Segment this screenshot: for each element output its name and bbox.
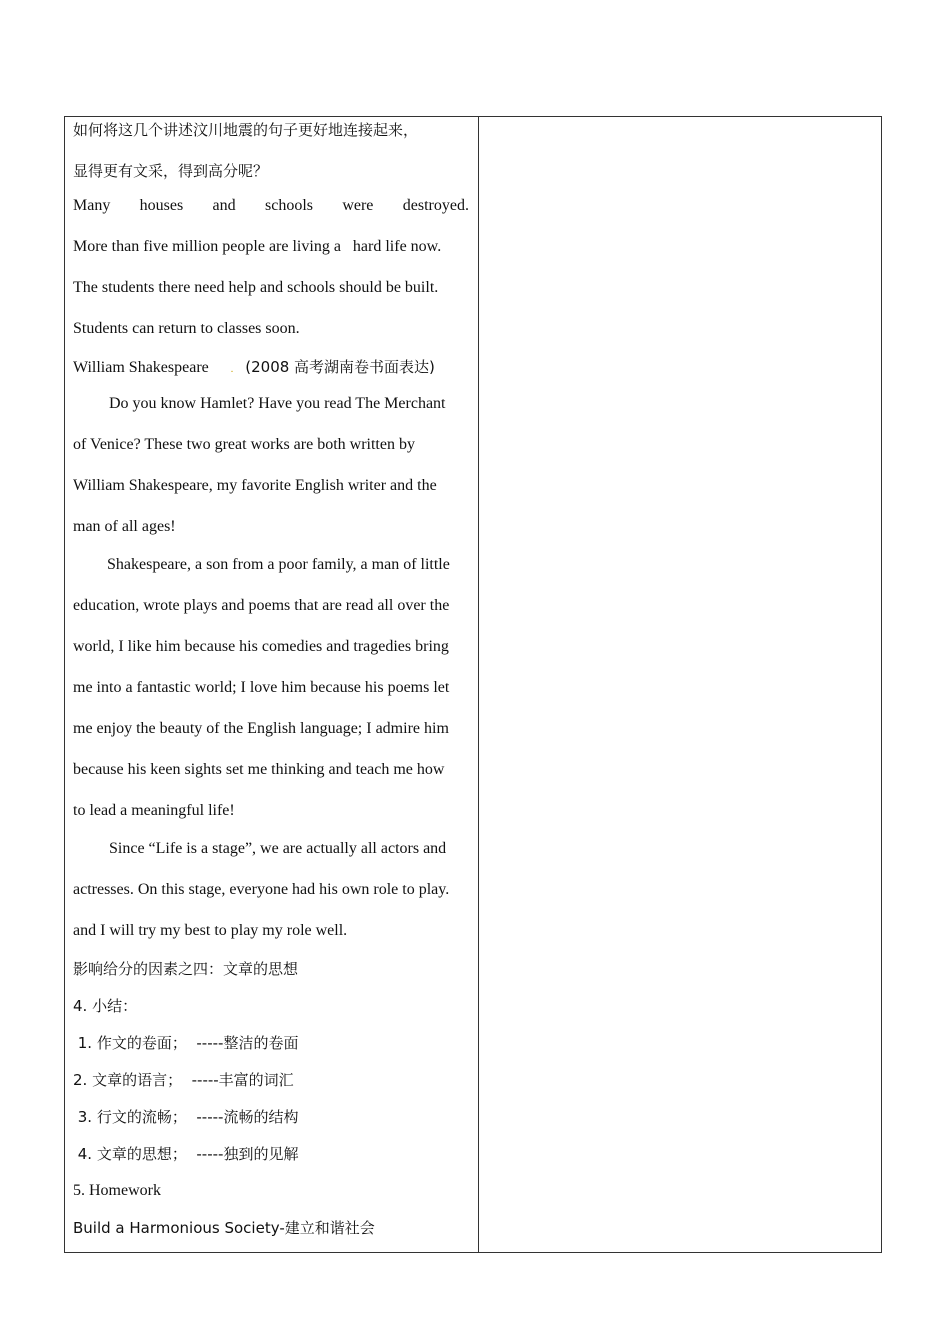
para2-line: education, wrote plays and poems that are read all over the bbox=[73, 597, 450, 614]
intro-question-line-2: 显得更有文采，得到高分呢？ bbox=[73, 162, 269, 180]
para2-line: Shakespeare, a son from a poor family, a man of little bbox=[107, 556, 450, 573]
para1-line: William Shakespeare, my favorite English writer and the bbox=[73, 477, 437, 494]
essay-title-line: William Shakespeare . (2008 高考湖南卷书面表达) bbox=[73, 358, 435, 376]
para3-line: actresses. On this stage, everyone had his own role to play. bbox=[73, 881, 450, 898]
earthquake-line-1 bbox=[73, 196, 469, 216]
summary-item: 2. 文章的语言； -----丰富的词汇 bbox=[73, 1071, 294, 1089]
para1-line: man of all ages! bbox=[73, 518, 176, 535]
earthquake-line-2: More than five million people are living a hard life now. bbox=[73, 238, 442, 255]
para2-line: because his keen sights set me thinking and teach me how bbox=[73, 761, 445, 778]
word: and bbox=[212, 197, 236, 214]
essay-title: William Shakespeare bbox=[73, 359, 209, 376]
word: Many bbox=[73, 197, 111, 214]
para2-line: world, I like him because his comedies and tragedies bring bbox=[73, 638, 449, 655]
summary-item: 3. 行文的流畅； -----流畅的结构 bbox=[73, 1108, 299, 1126]
right-cell bbox=[479, 117, 881, 1252]
word: houses bbox=[139, 197, 184, 214]
word: destroyed. bbox=[402, 197, 469, 214]
summary-heading: 4. 小结： bbox=[73, 997, 138, 1015]
earthquake-line-3: The students there need help and schools should be built. bbox=[73, 279, 439, 296]
para1-line: of Venice? These two great works are both written by bbox=[73, 436, 415, 453]
intro-question-line-1: 如何将这几个讲述汶川地震的句子更好地连接起来， bbox=[73, 121, 419, 139]
para3-line: Since “Life is a stage”, we are actually all actors and bbox=[109, 840, 447, 857]
summary-item: 1. 作文的卷面； -----整洁的卷面 bbox=[73, 1034, 299, 1052]
para2-line: to lead a meaningful life! bbox=[73, 802, 235, 819]
para2-line: me enjoy the beauty of the English language; I admire him bbox=[73, 720, 449, 737]
homework-heading: 5. Homework bbox=[73, 1182, 161, 1199]
para2-line: me into a fantastic world; I love him because his poems let bbox=[73, 679, 450, 696]
word: were bbox=[342, 197, 374, 214]
word: schools bbox=[264, 197, 313, 214]
earthquake-line-4: Students can return to classes soon. bbox=[73, 320, 300, 337]
para3-line: and I will try my best to play my role well. bbox=[73, 922, 348, 939]
essay-source: (2008 高考湖南卷书面表达) bbox=[245, 358, 435, 376]
para1-line: Do you know Hamlet? Have you read The Merchant bbox=[109, 395, 446, 412]
summary-item: 4. 文章的思想； -----独到的见解 bbox=[73, 1145, 299, 1163]
homework-task: Build a Harmonious Society-建立和谐社会 bbox=[73, 1219, 375, 1237]
factor-four: 影响给分的因素之四：文章的思想 bbox=[73, 960, 299, 978]
